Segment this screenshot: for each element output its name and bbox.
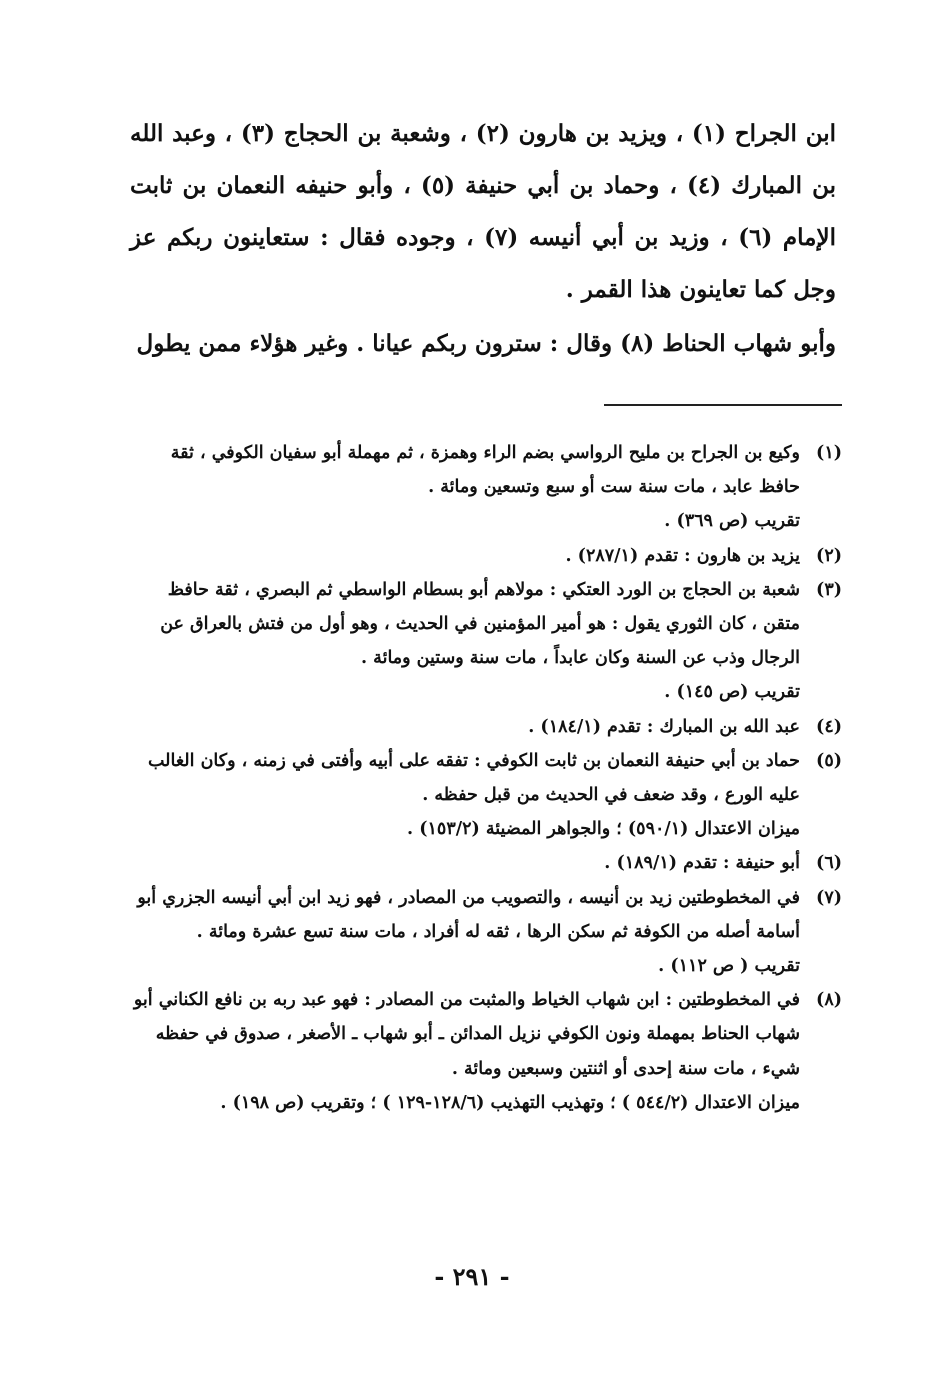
- footnotes: [128, 436, 842, 1120]
- footnote-separator: [604, 404, 842, 406]
- footnote-number: (٧): [816, 887, 842, 908]
- footnote-source: ميزان الاعتدال (٥٩٠/١) ؛ والجواهر المضيئة (١٥٣/٢) .: [407, 819, 800, 840]
- footnote-text: يزيد بن هارون : تقدم (٢٨٧/١) .: [565, 545, 800, 566]
- footnote-text: في المخطوطتين : ابن شهاب الخياط والمثبت من المصادر : فهو عبد ربه بن نافع الكناني أبو شهاب الحناط بمهملة ونون الكوفي نزيل المدائن ـ أبو شهاب ـ الأصغر ، صدوق في حفظه شيء ، مات سنة إحدى أو اثنتين وسبعين ومائة .: [133, 990, 800, 1079]
- footnote-5: [128, 744, 842, 812]
- footnote-source: تقريب (ص ١٤٥) .: [664, 682, 800, 703]
- footnote-number: (٨): [816, 990, 842, 1011]
- main-paragraph-1: ابن الجراح (١) ، ويزيد بن هارون (٢) ، وشعبة بن الحجاج (٣) ، وعبد الله بن المبارك (٤) ، وحماد بن أبي حنيفة (٥) ، وأبو حنيفه النعمان بن ثابت الإمام (٦) ، وزيد بن أبي أنيسه (٧) ، وجوده فقال : ستعاينون ربكم عز وجل كما تعاينون هذا القمر .: [130, 120, 836, 303]
- footnote-text: حماد بن أبي حنيفة النعمان بن ثابت الكوفي : تفقه على أبيه وأفتى في زمنه ، وكان الغالب عليه الورع ، وقد ضعف في الحديث من قبل حفظه .: [148, 750, 800, 806]
- footnote-2: [128, 539, 842, 573]
- footnote-text: في المخطوطتين زيد بن أنيسه ، والتصويب من المصادر ، فهو زيد ابن أبي أنيسه الجزري أبو أسامة أصله من الكوفة ثم سكن الرها ، ثقه له أفراد ، مات سنة تسع عشرة ومائة .: [137, 887, 800, 942]
- footnote-source: ميزان الاعتدال (٥٤٤/٢ ) ؛ وتهذيب التهذيب (١٢٨/٦-١٢٩ ) ؛ وتقريب (ص ١٩٨) .: [220, 1092, 800, 1113]
- footnote-text: عبد الله بن المبارك : تقدم (١٨٤/١) .: [528, 716, 800, 737]
- footnote-source: تقريب (ص ٣٦٩) .: [664, 511, 800, 532]
- footnote-text: أبو حنيفة : تقدم (١٨٩/١) .: [604, 853, 800, 874]
- footnote-number: (٦): [816, 853, 842, 874]
- footnote-4: [128, 710, 842, 744]
- main-text: [130, 108, 836, 370]
- footnote-number: (٢): [816, 545, 842, 566]
- footnote-8: [128, 983, 842, 1086]
- page-number: - ٢٩١ -: [434, 1262, 510, 1291]
- footnote-number: (٣): [816, 579, 842, 600]
- footnote-7: [128, 881, 842, 949]
- footnote-1: [128, 436, 842, 504]
- footnote-number: (١): [816, 443, 842, 463]
- footnote-3: [128, 573, 842, 676]
- footnote-text: شعبة بن الحجاج بن الورد العتكي : مولاهم أبو بسطام الواسطي ثم البصري ، ثقة حافظ متقن ، كان الثوري يقول : هو أمير المؤمنين في الحديث ، وهو أول من فتش بالعراق عن الرجال وذب عن السنة وكان عابداً ، مات سنة وستين ومائة .: [160, 579, 800, 669]
- footnote-source: تقريب ( ص ١١٢) .: [658, 956, 800, 977]
- footnote-6: [128, 846, 842, 880]
- footnote-number: (٤): [816, 716, 842, 737]
- main-paragraph-2: وأبو شهاب الحناط (٨) وقال : سترون ربكم عيانا . وغير هؤلاء ممن يطول: [136, 330, 836, 357]
- footnote-text: وكيع بن الجراح بن مليح الرواسي بضم الراء وهمزة ، ثم مهملة أبو سفيان الكوفي ، ثقة حافظ عابد ، مات سنة ست أو سبع وتسعين ومائة .: [170, 443, 800, 498]
- footnote-number: (٥): [816, 750, 842, 771]
